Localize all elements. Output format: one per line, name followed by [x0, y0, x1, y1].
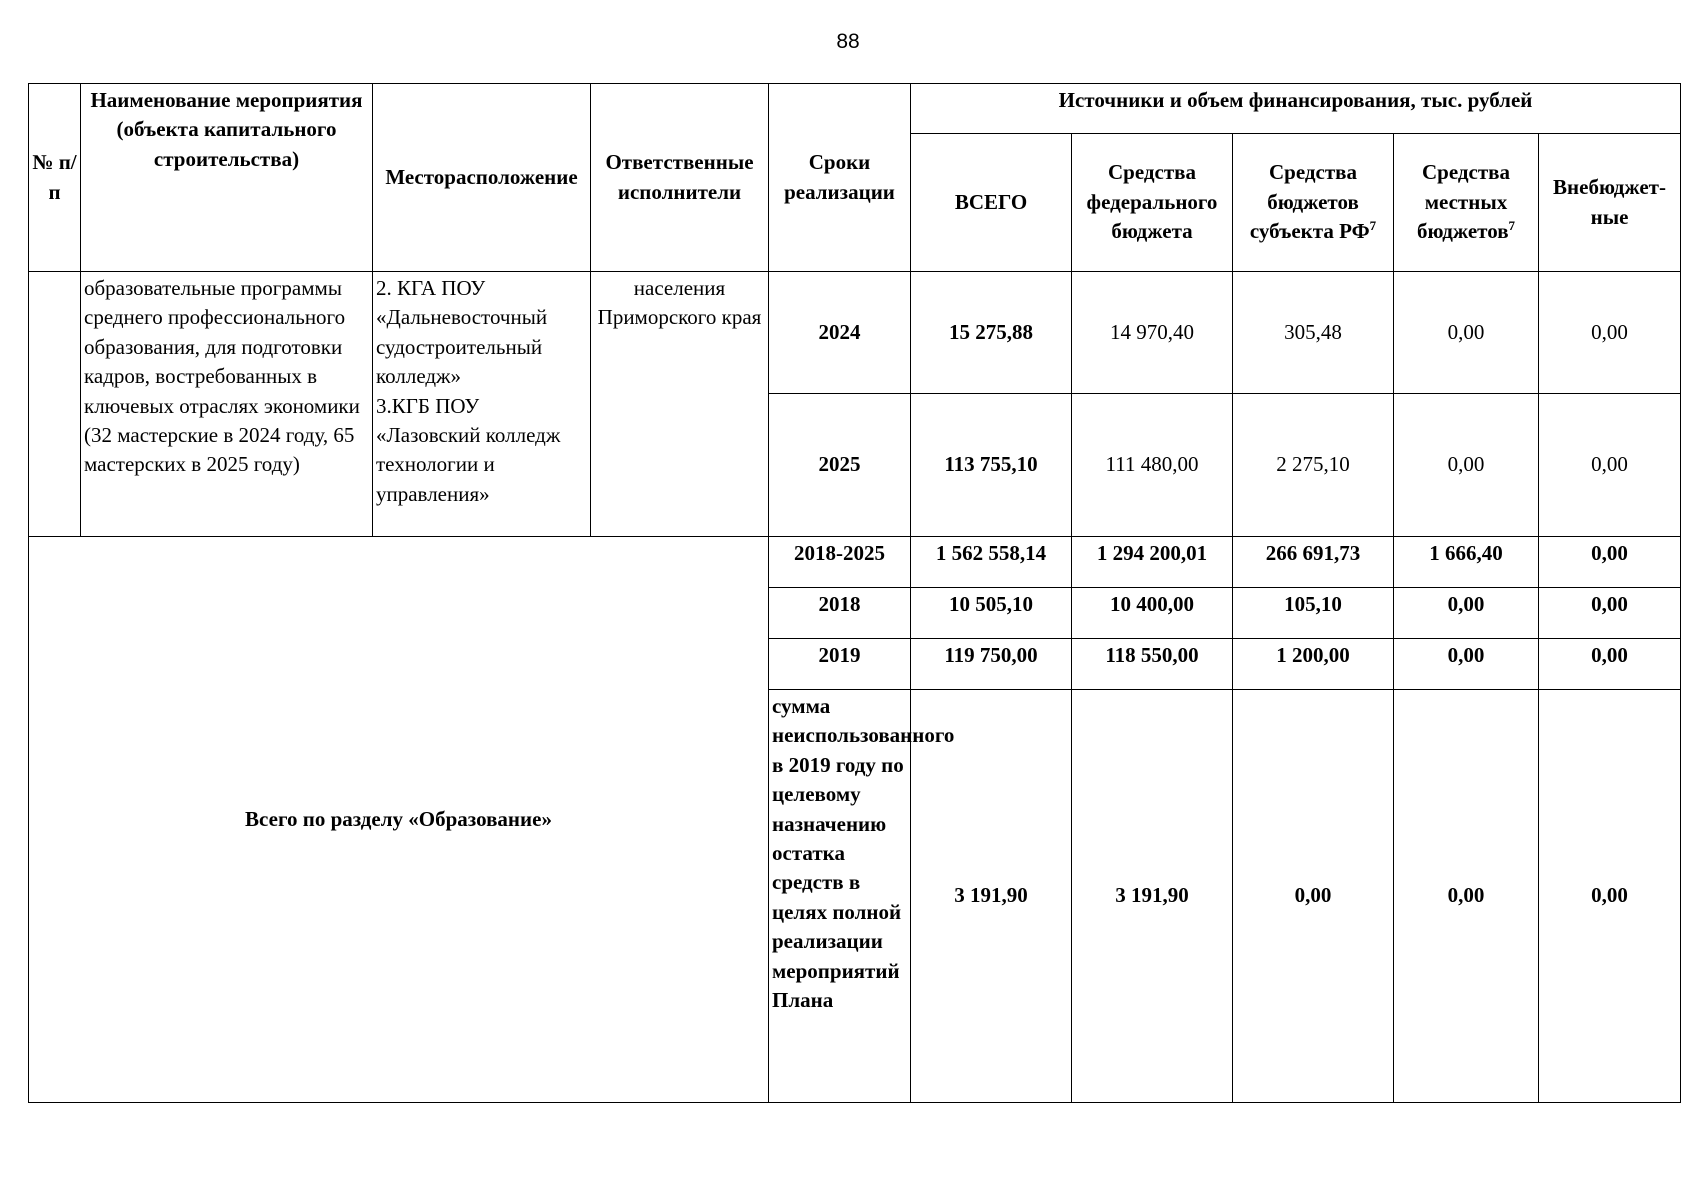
local-cell: 0,00 — [1394, 272, 1539, 394]
local-cell: 0,00 — [1394, 588, 1539, 639]
federal-cell: 10 400,00 — [1072, 588, 1233, 639]
summary-label: Всего по разделу «Образование» — [29, 537, 769, 1103]
regional-cell: 1 200,00 — [1233, 639, 1394, 690]
header-extra: Внебюджет-ные — [1539, 134, 1681, 272]
header-terms: Сроки реализации — [769, 84, 911, 272]
federal-cell: 1 294 200,01 — [1072, 537, 1233, 588]
local-cell: 0,00 — [1394, 639, 1539, 690]
federal-cell: 111 480,00 — [1072, 394, 1233, 537]
header-regional: Средства бюджетов субъекта $РФ^7$ — [1233, 134, 1394, 272]
header-sources: Источники и объем финансирования, тыс. рублей — [911, 84, 1681, 134]
location-item: 3.КГБ ПОУ «Лазовский колледж технологии и управления» — [376, 393, 561, 506]
extra-cell: 0,00 — [1539, 690, 1681, 1103]
period-cell: 2018 — [769, 588, 911, 639]
extra-cell: 0,00 — [1539, 394, 1681, 537]
period-cell: 2018-2025 — [769, 537, 911, 588]
regional-cell: 0,00 — [1233, 690, 1394, 1103]
header-federal: Средства федерального бюджета — [1072, 134, 1233, 272]
extra-cell: 0,00 — [1539, 272, 1681, 394]
total-cell: 15 275,88 — [911, 272, 1072, 394]
local-cell: 1 666,40 — [1394, 537, 1539, 588]
event-responsible: населения Приморского края — [591, 272, 769, 537]
period-cell: 2019 — [769, 639, 911, 690]
event-location — [373, 272, 591, 537]
local-cell: 0,00 — [1394, 690, 1539, 1103]
financing-table — [28, 83, 1681, 1103]
extra-cell: 0,00 — [1539, 537, 1681, 588]
header-name: Наименование мероприятия (объекта капитального строительства) — [81, 84, 373, 272]
regional-cell: 105,10 — [1233, 588, 1394, 639]
regional-cell: 266 691,73 — [1233, 537, 1394, 588]
note-period-cell: сумма неиспользованного в 2019 году по целевому назначению остатка средств в целях полной реализации мероприятий Плана — [769, 690, 911, 1103]
header-location: Месторасположение — [373, 84, 591, 272]
total-cell: 113 755,10 — [911, 394, 1072, 537]
federal-cell: 14 970,40 — [1072, 272, 1233, 394]
header-local: Средства местных бюджетов$^7$ — [1394, 134, 1539, 272]
extra-cell: 0,00 — [1539, 639, 1681, 690]
local-cell: 0,00 — [1394, 394, 1539, 537]
total-cell: 1 562 558,14 — [911, 537, 1072, 588]
regional-cell: 2 275,10 — [1233, 394, 1394, 537]
regional-cell: 305,48 — [1233, 272, 1394, 394]
extra-cell: 0,00 — [1539, 588, 1681, 639]
page-number: 88 — [836, 30, 860, 53]
event-name: образовательные программы среднего профессионального образования, для подготовки кадров, востребованных в ключевых отраслях экономики (32 мастерские в 2024 году, 65 мастерских в 2025 году) — [81, 272, 373, 537]
total-cell: 119 750,00 — [911, 639, 1072, 690]
header-num: № п/п — [29, 84, 81, 272]
header-responsible: Ответственные исполнители — [591, 84, 769, 272]
location-item: 2. КГА ПОУ «Дальневосточный судостроительный колледж» — [376, 276, 548, 389]
year-cell: 2025 — [769, 394, 911, 537]
federal-cell: 3 191,90 — [1072, 690, 1233, 1103]
row-num — [29, 272, 81, 537]
year-cell: 2024 — [769, 272, 911, 394]
total-cell: 3 191,90 — [911, 690, 1072, 1103]
header-total: ВСЕГО — [911, 134, 1072, 272]
federal-cell: 118 550,00 — [1072, 639, 1233, 690]
total-cell: 10 505,10 — [911, 588, 1072, 639]
